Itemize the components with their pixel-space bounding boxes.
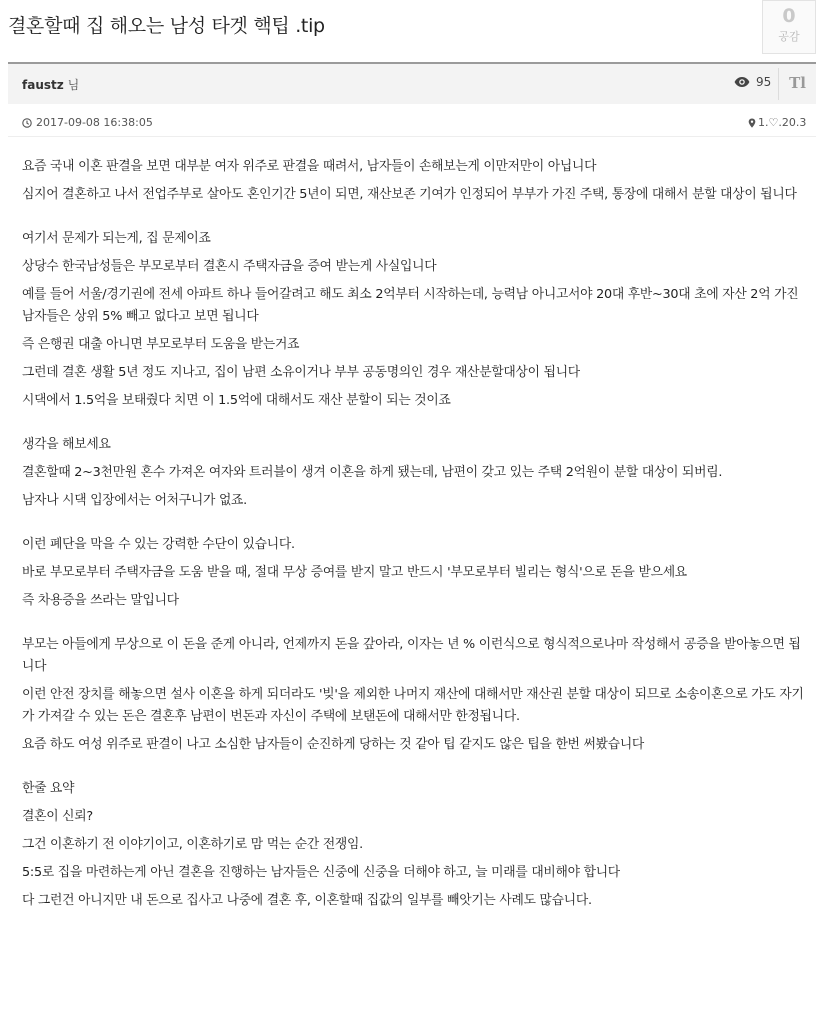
post-header (0, 0, 816, 62)
body-paragraph: 이런 폐단을 막을 수 있는 강력한 수단이 있습니다. (22, 537, 295, 552)
body-paragraph: 즉 차용증을 쓰라는 말입니다 (22, 593, 179, 608)
body-paragraph: 결혼이 신뢰? (22, 809, 93, 824)
body-paragraph: 상당수 한국남성들은 부모로부터 결혼시 주택자금을 증여 받는게 사실입니다 (22, 259, 437, 274)
author-ip-value: 1.♡.20.3 (758, 116, 807, 129)
body-paragraph: 생각을 해보세요 (22, 437, 111, 452)
body-paragraph: 부모는 아들에게 무상으로 이 돈을 준게 아니라, 언제까지 돈을 갚아라, 이자는 년 % 이런식으로 형식적으로나마 작성해서 공증을 받아놓으면 됩니다 (22, 637, 801, 674)
like-count: 0 (782, 5, 796, 27)
author-ip (748, 116, 806, 129)
eye-icon (734, 76, 750, 88)
body-paragraph: 바로 부모로부터 주택자금을 도움 받을 때, 절대 무상 증여를 받지 말고 반드시 '부모로부터 빌리는 형식'으로 돈을 받으세요 (22, 565, 687, 580)
like-label: 공감 (778, 30, 800, 43)
body-paragraph: 5:5로 집을 마련하는게 아닌 결혼을 진행하는 남자들은 신중에 신중을 더해야 하고, 늘 미래를 대비해야 합니다 (22, 865, 620, 880)
body-paragraph: 남자나 시댁 입장에서는 어처구니가 없죠. (22, 493, 247, 508)
body-paragraph: 다 그런건 아니지만 내 돈으로 집사고 나중에 결혼 후, 이혼할때 집값의 일부를 빼앗기는 사례도 많습니다. (22, 893, 592, 908)
clock-icon (22, 118, 32, 128)
pin-icon (748, 118, 756, 128)
author-bar (8, 64, 816, 104)
font-size-button[interactable] (778, 68, 816, 100)
body-paragraph: 한줄 요약 (22, 781, 75, 796)
body-paragraph: 즉 은행권 대출 아니면 부모로부터 도움을 받는거죠 (22, 337, 300, 352)
body-paragraph: 예를 들어 서울/경기권에 전세 아파트 하나 들어갈려고 해도 최소 2억부터 시작하는데, 능력남 아니고서야 20대 후반~30대 초에 자산 2억 가진 남자들은 상위 5% 빼고 없다고 보면 됩니다 (22, 287, 799, 324)
body-paragraph: 요즘 하도 여성 위주로 판결이 나고 소심한 남자들이 순진하게 당하는 것 같아 팁 같지도 않은 팁을 한번 써봤습니다 (22, 737, 645, 752)
post-date (22, 116, 153, 129)
body-paragraph: 그런데 결혼 생활 5년 정도 지나고, 집이 남편 소유이거나 부부 공동명의인 경우 재산분할대상이 됩니다 (22, 365, 580, 380)
post-date-value: 2017-09-08 16:38:05 (36, 116, 153, 129)
body-paragraph: 시댁에서 1.5억을 보태줬다 치면 이 1.5억에 대해서도 재산 분할이 되는 것이죠 (22, 393, 451, 408)
author-info[interactable] (22, 76, 79, 93)
post-body (22, 156, 812, 918)
body-paragraph: 심지어 결혼하고 나서 전업주부로 살아도 혼인기간 5년이 되면, 재산보존 기여가 인정되어 부부가 가진 주택, 통장에 대해서 분할 대상이 됩니다 (22, 187, 797, 202)
body-paragraph: 이런 안전 장치를 해놓으면 설사 이혼을 하게 되더라도 '빚'을 제외한 나머지 재산에 대해서만 재산권 분할 대상이 되므로 소송이혼으로 가도 자기가 가져갈 수 있는 돈은 결혼후 남편이 번돈과 자신이 주택에 보탠돈에 대해서만 한정됩니다. (22, 687, 804, 724)
body-paragraph: 여기서 문제가 되는게, 집 문제이죠 (22, 231, 211, 246)
view-count-value: 95 (756, 75, 772, 89)
body-paragraph: 요즘 국내 이혼 판결을 보면 대부분 여자 위주로 판결을 때려서, 남자들이 손해보는게 이만저만이 아닙니다 (22, 159, 597, 174)
body-paragraph: 그건 이혼하기 전 이야기이고, 이혼하기로 맘 먹는 순간 전쟁임. (22, 837, 363, 852)
meta-divider (8, 136, 816, 137)
font-size-label: Tl (789, 74, 806, 92)
body-paragraph: 결혼할때 2~3천만원 혼수 가져온 여자와 트러블이 생겨 이혼을 하게 됐는데, 남편이 갖고 있는 주택 2억원이 분할 대상이 되버림. (22, 465, 723, 480)
author-suffix: 님 (67, 78, 80, 92)
post-title: 결혼할때 집 해오는 남성 타겟 핵팁 .tip (8, 15, 325, 37)
author-name[interactable]: faustz (22, 78, 64, 92)
like-button[interactable] (762, 0, 816, 54)
view-count (734, 75, 771, 89)
